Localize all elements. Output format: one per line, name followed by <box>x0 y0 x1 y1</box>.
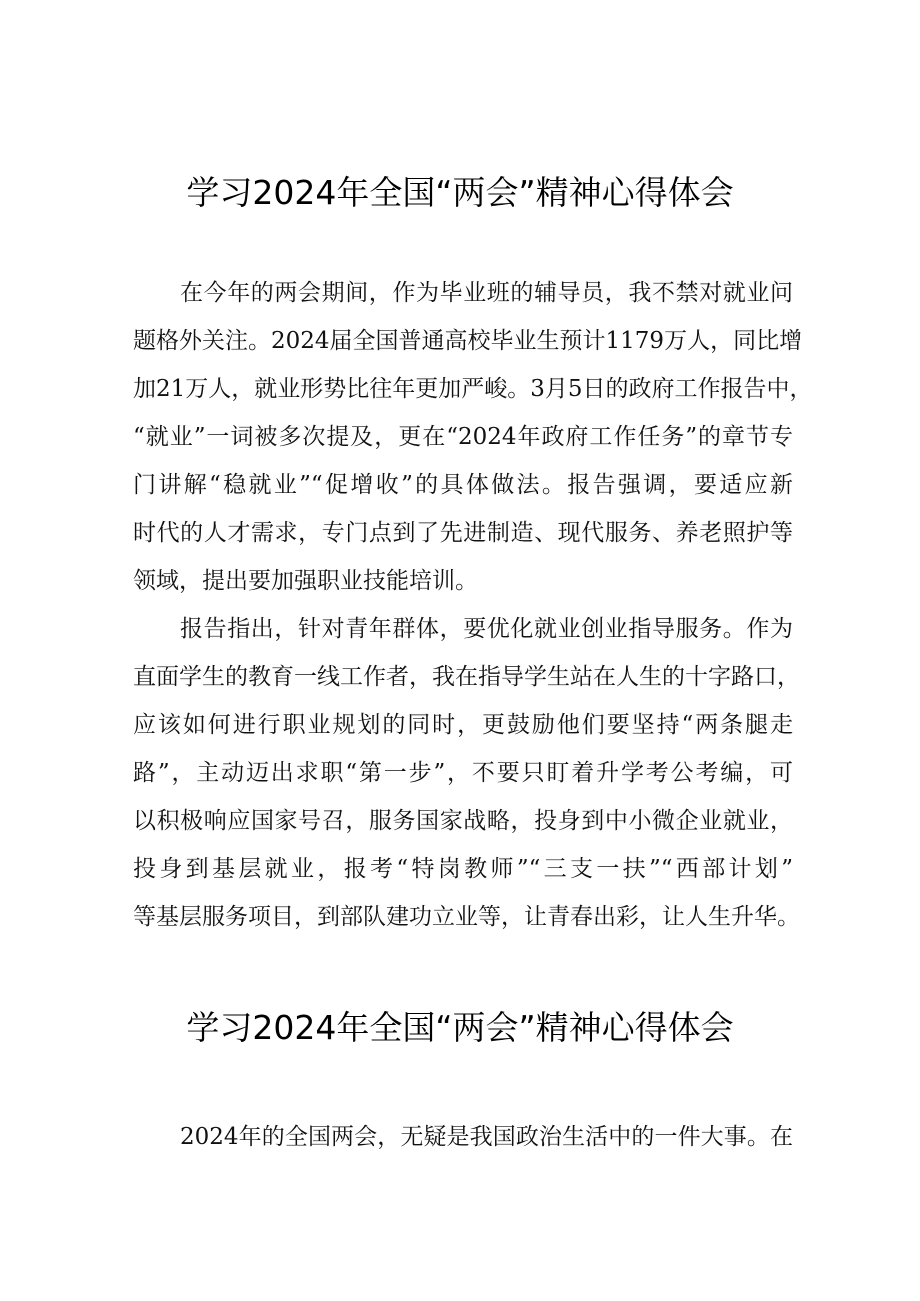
paragraph-line: 领域，提出要加强职业技能培训。 <box>133 568 478 594</box>
paragraph-line: 等基层服务项目，到部队建功立业等，让青春出彩，让人生升华。 <box>133 904 800 930</box>
paragraph-line: 路”，主动迈出求职“第一步”，不要只盯着升学考公考编，可 <box>133 760 793 786</box>
paragraph-line: 报告指出，针对青年群体，要优化就业创业指导服务。作为 <box>180 616 793 642</box>
paragraph-line: 门讲解“稳就业”“促增收”的具体做法。报告强调，要适应新 <box>133 472 793 498</box>
paragraph-line: 加21万人，就业形势比往年更加严峻。3月5日的政府工作报告中， <box>133 376 813 402</box>
paragraph-line: 2024年的全国两会，无疑是我国政治生活中的一件大事。在 <box>180 1124 793 1150</box>
paragraph-line: 时代的人才需求，专门点到了先进制造、现代服务、养老照护等 <box>133 520 793 546</box>
section-2-title: 学习2024年全国“两会”精神心得体会 <box>186 1008 734 1047</box>
paragraph-line: 投身到基层就业，报考“特岗教师”“三支一扶”“西部计划” <box>133 856 793 882</box>
section-1-title: 学习2024年全国“两会”精神心得体会 <box>186 173 734 212</box>
paragraph-line: 以积极响应国家号召，服务国家战略，投身到中小微企业就业， <box>133 808 793 834</box>
paragraph-line: 直面学生的教育一线工作者，我在指导学生站在人生的十字路口， <box>133 664 800 690</box>
paragraph-line: 在今年的两会期间，作为毕业班的辅导员，我不禁对就业问 <box>180 280 793 306</box>
paragraph-line: 应该如何进行职业规划的同时，更鼓励他们要坚持“两条腿走 <box>133 712 793 738</box>
paragraph-line: 题格外关注。2024届全国普通高校毕业生预计1179万人，同比增 <box>133 328 803 354</box>
paragraph-line: “就业”一词被多次提及，更在“2024年政府工作任务”的章节专 <box>133 424 793 450</box>
